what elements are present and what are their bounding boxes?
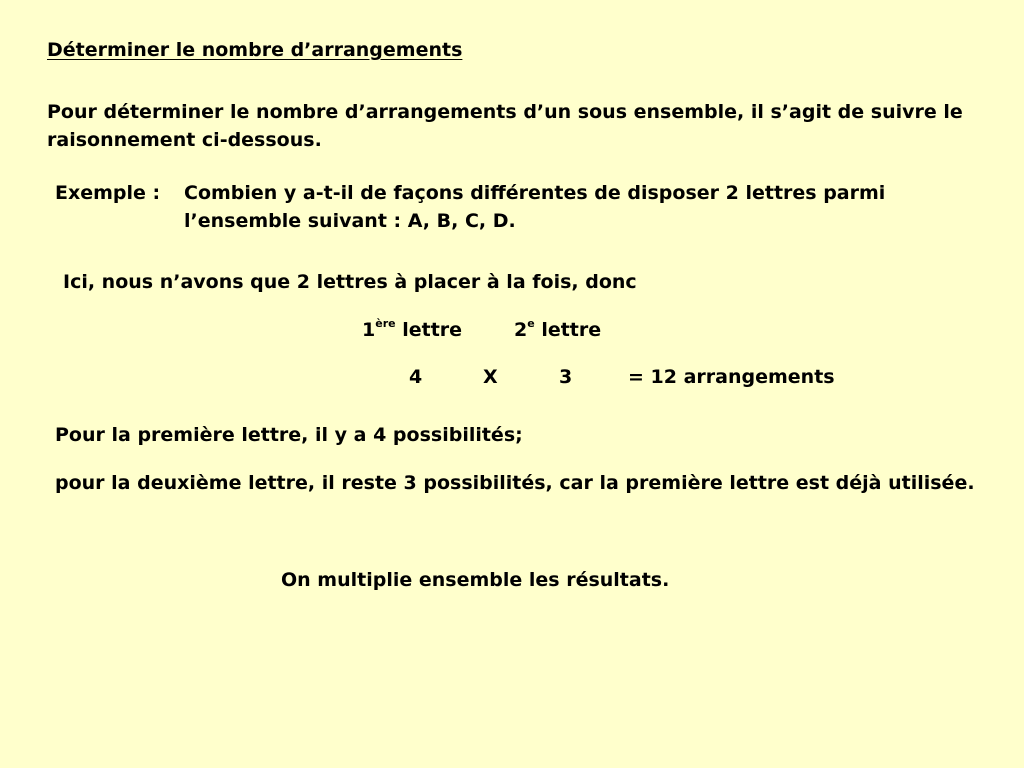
second-letter-number: 2 bbox=[514, 319, 528, 341]
first-letter-paragraph: Pour la première lettre, il y a 4 possibilités; bbox=[55, 424, 523, 446]
first-letter-label: lettre bbox=[395, 319, 463, 341]
calc-second-factor: 3 bbox=[559, 366, 573, 388]
calc-result: = 12 arrangements bbox=[628, 366, 835, 388]
first-letter-number: 1 bbox=[362, 319, 376, 341]
explanation-text: Ici, nous n’avons que 2 lettres à placer à la fois, donc bbox=[63, 271, 637, 293]
calc-operator: X bbox=[483, 366, 498, 388]
intro-paragraph: Pour déterminer le nombre d’arrangements d’un sous ensemble, il s’agit de suivre le raisonnement ci-dessous. bbox=[47, 101, 963, 151]
example-text: Combien y a-t-il de façons différentes de disposer 2 lettres parmi l’ensemble suivant : A, B, C, D. bbox=[184, 182, 886, 232]
second-letter-header bbox=[514, 316, 601, 344]
second-letter-paragraph: pour la deuxième lettre, il reste 3 possibilités, car la première lettre est déjà utilisée. bbox=[55, 472, 975, 494]
calc-first-factor: 4 bbox=[409, 366, 423, 388]
second-letter-superscript: e bbox=[527, 316, 535, 330]
conclusion-text: On multiplie ensemble les résultats. bbox=[281, 569, 670, 591]
first-letter-header bbox=[362, 316, 462, 344]
first-letter-superscript: ère bbox=[375, 316, 396, 330]
example-label: Exemple : bbox=[55, 182, 161, 204]
second-letter-label: lettre bbox=[534, 319, 602, 341]
slide-title: Déterminer le nombre d’arrangements bbox=[47, 39, 463, 61]
